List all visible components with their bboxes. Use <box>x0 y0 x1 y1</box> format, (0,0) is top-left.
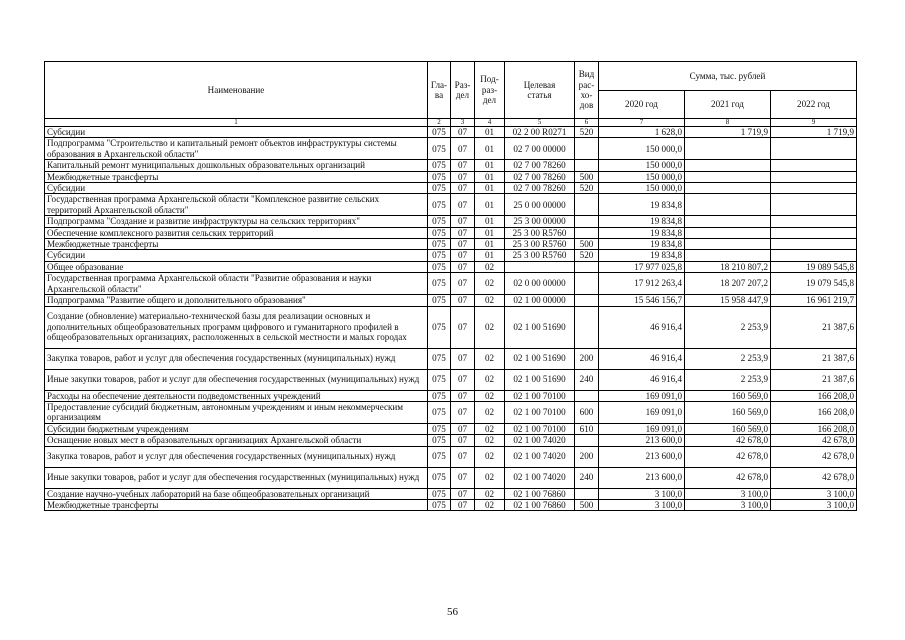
row-sum-2022: 21 387,6 <box>771 369 857 390</box>
header-celevaya-text: Целевая статья <box>523 79 556 100</box>
table-row <box>45 216 857 227</box>
row-vid-rashodov <box>575 273 599 295</box>
table-row <box>45 369 857 390</box>
row-vid-rashodov: 200 <box>575 446 599 467</box>
row-podrazdel: 01 <box>475 183 505 194</box>
row-sum-2020: 150 000,0 <box>599 171 685 182</box>
row-sum-2021 <box>685 216 771 227</box>
row-name: Капитальный ремонт муниципальных дошкольных образовательных организаций <box>45 160 428 171</box>
row-razdel: 07 <box>451 369 475 390</box>
row-name: Создание научно-учебных лабораторий на базе общеобразовательных организаций <box>45 488 428 499</box>
row-sum-2022 <box>771 194 857 216</box>
row-glava: 075 <box>428 216 451 227</box>
row-sum-2022: 3 100,0 <box>771 499 857 510</box>
row-podrazdel: 02 <box>475 488 505 499</box>
row-podrazdel: 01 <box>475 160 505 171</box>
table-row <box>45 194 857 216</box>
row-name: Обеспечение комплексного развития сельских территорий <box>45 227 428 238</box>
row-celevaya-statya: 02 1 00 76860 <box>505 499 575 510</box>
row-podrazdel: 01 <box>475 194 505 216</box>
header-year-2022: 2022 год <box>771 91 857 119</box>
row-podrazdel: 02 <box>475 390 505 401</box>
row-glava: 075 <box>428 435 451 446</box>
row-celevaya-statya: 02 1 00 00000 <box>505 295 575 306</box>
row-sum-2020: 169 091,0 <box>599 423 685 434</box>
header-vid <box>575 62 599 119</box>
row-sum-2021: 15 958 447,9 <box>685 295 771 306</box>
row-podrazdel: 01 <box>475 216 505 227</box>
row-vid-rashodov: 520 <box>575 250 599 261</box>
row-sum-2021 <box>685 250 771 261</box>
table-row <box>45 227 857 238</box>
row-sum-2020: 169 091,0 <box>599 390 685 401</box>
row-name: Государственная программа Архангельской области "Развитие образования и науки Архангельской области" <box>45 273 428 295</box>
row-sum-2020: 19 834,8 <box>599 250 685 261</box>
col-number: 5 <box>505 119 575 127</box>
header-podrazdel-text: Под- раз- дел <box>480 74 499 106</box>
row-sum-2021: 42 678,0 <box>685 446 771 467</box>
row-celevaya-statya: 25 3 00 R5760 <box>505 227 575 238</box>
row-sum-2022: 1 719,9 <box>771 127 857 138</box>
row-name: Субсидии <box>45 250 428 261</box>
row-sum-2022 <box>771 250 857 261</box>
row-podrazdel: 01 <box>475 138 505 160</box>
row-glava: 075 <box>428 250 451 261</box>
row-podrazdel: 02 <box>475 295 505 306</box>
row-name: Субсидии <box>45 127 428 138</box>
header-razdel-text: Раз- дел <box>454 79 471 100</box>
row-name: Закупка товаров, работ и услуг для обеспечения государственных (муниципальных) нужд <box>45 446 428 467</box>
row-celevaya-statya: 25 3 00 R5760 <box>505 250 575 261</box>
row-podrazdel: 02 <box>475 273 505 295</box>
table-row <box>45 239 857 250</box>
row-sum-2020: 15 546 156,7 <box>599 295 685 306</box>
row-celevaya-statya: 02 1 00 74020 <box>505 467 575 488</box>
row-sum-2020: 19 834,8 <box>599 216 685 227</box>
row-glava: 075 <box>428 160 451 171</box>
row-podrazdel: 01 <box>475 171 505 182</box>
row-sum-2022: 166 208,0 <box>771 423 857 434</box>
row-razdel: 07 <box>451 216 475 227</box>
row-sum-2021: 160 569,0 <box>685 390 771 401</box>
row-glava: 075 <box>428 467 451 488</box>
row-sum-2022 <box>771 239 857 250</box>
row-sum-2020: 150 000,0 <box>599 138 685 160</box>
row-razdel: 07 <box>451 171 475 182</box>
row-celevaya-statya: 02 1 00 51690 <box>505 348 575 369</box>
row-celevaya-statya: 02 1 00 76860 <box>505 488 575 499</box>
row-glava: 075 <box>428 261 451 272</box>
table-row <box>45 295 857 306</box>
row-name: Межбюджетные трансферты <box>45 499 428 510</box>
table-row <box>45 423 857 434</box>
row-sum-2020: 150 000,0 <box>599 183 685 194</box>
table-row <box>45 127 857 138</box>
row-sum-2020: 3 100,0 <box>599 488 685 499</box>
row-name: Межбюджетные трансферты <box>45 239 428 250</box>
header-vid-text: Вид рас- хо- дов <box>578 69 595 111</box>
row-sum-2022: 166 208,0 <box>771 401 857 423</box>
row-sum-2022: 42 678,0 <box>771 467 857 488</box>
row-sum-2021: 160 569,0 <box>685 423 771 434</box>
row-razdel: 07 <box>451 446 475 467</box>
row-razdel: 07 <box>451 348 475 369</box>
header-year-2020: 2020 год <box>599 91 685 119</box>
row-sum-2021 <box>685 194 771 216</box>
table-row <box>45 499 857 510</box>
row-name: Оснащение новых мест в образовательных организациях Архангельской области <box>45 435 428 446</box>
row-sum-2021 <box>685 160 771 171</box>
row-sum-2020: 1 628,0 <box>599 127 685 138</box>
row-sum-2021: 2 253,9 <box>685 306 771 348</box>
row-sum-2022: 42 678,0 <box>771 446 857 467</box>
row-sum-2020: 19 834,8 <box>599 239 685 250</box>
row-celevaya-statya: 25 3 00 R5760 <box>505 239 575 250</box>
table-row <box>45 273 857 295</box>
page-number: 56 <box>447 606 458 618</box>
row-sum-2021 <box>685 239 771 250</box>
row-sum-2021: 1 719,9 <box>685 127 771 138</box>
row-razdel: 07 <box>451 390 475 401</box>
table-row <box>45 250 857 261</box>
row-glava: 075 <box>428 488 451 499</box>
row-sum-2021 <box>685 138 771 160</box>
row-vid-rashodov: 610 <box>575 423 599 434</box>
row-glava: 075 <box>428 239 451 250</box>
row-celevaya-statya: 02 1 00 70100 <box>505 401 575 423</box>
row-vid-rashodov <box>575 295 599 306</box>
row-sum-2021 <box>685 227 771 238</box>
row-sum-2020: 46 916,4 <box>599 369 685 390</box>
row-celevaya-statya: 02 1 00 70100 <box>505 423 575 434</box>
row-vid-rashodov <box>575 306 599 348</box>
header-glava <box>428 62 451 119</box>
row-sum-2022: 19 079 545,8 <box>771 273 857 295</box>
table-row <box>45 401 857 423</box>
col-number: 2 <box>428 119 451 127</box>
table-row <box>45 446 857 467</box>
row-name: Расходы на обеспечение деятельности подведомственных учреждений <box>45 390 428 401</box>
row-glava: 075 <box>428 401 451 423</box>
row-podrazdel: 01 <box>475 239 505 250</box>
row-podrazdel: 02 <box>475 348 505 369</box>
row-sum-2020: 46 916,4 <box>599 306 685 348</box>
row-razdel: 07 <box>451 227 475 238</box>
row-razdel: 07 <box>451 194 475 216</box>
row-celevaya-statya: 02 1 00 74020 <box>505 446 575 467</box>
row-name: Субсидии <box>45 183 428 194</box>
col-number: 1 <box>45 119 428 127</box>
row-razdel: 07 <box>451 273 475 295</box>
row-vid-rashodov <box>575 261 599 272</box>
row-sum-2022 <box>771 171 857 182</box>
row-podrazdel: 01 <box>475 250 505 261</box>
row-celevaya-statya: 02 1 00 74020 <box>505 435 575 446</box>
row-razdel: 07 <box>451 499 475 510</box>
table-row <box>45 183 857 194</box>
row-sum-2020: 17 977 025,8 <box>599 261 685 272</box>
row-glava: 075 <box>428 446 451 467</box>
row-celevaya-statya: 02 1 00 51690 <box>505 369 575 390</box>
row-razdel: 07 <box>451 250 475 261</box>
row-vid-rashodov: 520 <box>575 127 599 138</box>
row-celevaya-statya: 02 7 00 78260 <box>505 160 575 171</box>
row-sum-2020: 169 091,0 <box>599 401 685 423</box>
row-vid-rashodov: 500 <box>575 239 599 250</box>
header-razdel <box>451 62 475 119</box>
row-glava: 075 <box>428 423 451 434</box>
row-podrazdel: 02 <box>475 261 505 272</box>
table-row <box>45 467 857 488</box>
row-glava: 075 <box>428 348 451 369</box>
row-vid-rashodov <box>575 216 599 227</box>
row-celevaya-statya: 25 3 00 00000 <box>505 216 575 227</box>
row-sum-2022: 21 387,6 <box>771 306 857 348</box>
row-sum-2021: 160 569,0 <box>685 401 771 423</box>
row-razdel: 07 <box>451 261 475 272</box>
table-row <box>45 435 857 446</box>
row-glava: 075 <box>428 183 451 194</box>
row-name: Подпрограмма "Развитие общего и дополнительного образования" <box>45 295 428 306</box>
row-sum-2021: 3 100,0 <box>685 488 771 499</box>
row-sum-2022: 3 100,0 <box>771 488 857 499</box>
row-vid-rashodov <box>575 488 599 499</box>
row-sum-2020: 19 834,8 <box>599 227 685 238</box>
row-podrazdel: 02 <box>475 499 505 510</box>
row-sum-2021 <box>685 171 771 182</box>
row-glava: 075 <box>428 273 451 295</box>
row-name: Подпрограмма "Создание и развитие инфраструктуры на сельских территориях" <box>45 216 428 227</box>
table-row <box>45 160 857 171</box>
row-sum-2021: 18 210 807,2 <box>685 261 771 272</box>
row-glava: 075 <box>428 390 451 401</box>
header-year-2021: 2021 год <box>685 91 771 119</box>
row-vid-rashodov <box>575 227 599 238</box>
row-razdel: 07 <box>451 435 475 446</box>
row-razdel: 07 <box>451 401 475 423</box>
row-name: Закупка товаров, работ и услуг для обеспечения государственных (муниципальных) нужд <box>45 348 428 369</box>
col-number: 6 <box>575 119 599 127</box>
row-razdel: 07 <box>451 183 475 194</box>
table-row <box>45 261 857 272</box>
table-row <box>45 348 857 369</box>
row-vid-rashodov <box>575 160 599 171</box>
row-razdel: 07 <box>451 306 475 348</box>
col-number: 3 <box>451 119 475 127</box>
table-body <box>45 127 857 511</box>
row-name: Иные закупки товаров, работ и услуг для обеспечения государственных (муниципальных) нужд <box>45 369 428 390</box>
row-sum-2021: 42 678,0 <box>685 435 771 446</box>
row-name: Общее образование <box>45 261 428 272</box>
row-podrazdel: 01 <box>475 127 505 138</box>
row-sum-2022 <box>771 160 857 171</box>
row-razdel: 07 <box>451 295 475 306</box>
row-sum-2022 <box>771 216 857 227</box>
header-glava-text: Гла- ва <box>430 79 448 100</box>
row-celevaya-statya: 02 0 00 00000 <box>505 273 575 295</box>
budget-table <box>44 61 857 511</box>
row-podrazdel: 02 <box>475 306 505 348</box>
table-row <box>45 488 857 499</box>
row-name: Подпрограмма "Строительство и капитальный ремонт объектов инфраструктуры системы образования в Архангельской области" <box>45 138 428 160</box>
row-celevaya-statya: 25 0 00 00000 <box>505 194 575 216</box>
row-razdel: 07 <box>451 239 475 250</box>
row-sum-2020: 213 600,0 <box>599 435 685 446</box>
row-vid-rashodov <box>575 194 599 216</box>
header-name: Наименование <box>45 62 428 119</box>
header-podrazdel <box>475 62 505 119</box>
row-podrazdel: 02 <box>475 401 505 423</box>
row-name: Государственная программа Архангельской области "Комплексное развитие сельских территорий Архангельской области" <box>45 194 428 216</box>
row-celevaya-statya: 02 2 00 R0271 <box>505 127 575 138</box>
row-glava: 075 <box>428 499 451 510</box>
row-celevaya-statya: 02 7 00 78260 <box>505 171 575 182</box>
row-vid-rashodov <box>575 390 599 401</box>
row-sum-2021: 18 207 207,2 <box>685 273 771 295</box>
row-razdel: 07 <box>451 127 475 138</box>
row-name: Создание (обновление) материально-технической базы для реализации основных и дополнительных общеобразовательных программ цифрового и гуманитарного профилей в общеобразовательных организациях, расположенных в сельской местности и малых городах <box>45 306 428 348</box>
row-sum-2022 <box>771 138 857 160</box>
row-glava: 075 <box>428 369 451 390</box>
table-row <box>45 390 857 401</box>
row-sum-2020: 213 600,0 <box>599 467 685 488</box>
row-vid-rashodov: 600 <box>575 401 599 423</box>
row-sum-2022 <box>771 183 857 194</box>
row-glava: 075 <box>428 194 451 216</box>
row-vid-rashodov: 240 <box>575 369 599 390</box>
row-vid-rashodov: 240 <box>575 467 599 488</box>
col-number: 7 <box>599 119 685 127</box>
row-sum-2020: 46 916,4 <box>599 348 685 369</box>
row-podrazdel: 02 <box>475 369 505 390</box>
row-podrazdel: 02 <box>475 435 505 446</box>
row-sum-2021: 2 253,9 <box>685 369 771 390</box>
row-sum-2020: 3 100,0 <box>599 499 685 510</box>
row-sum-2022: 166 208,0 <box>771 390 857 401</box>
row-glava: 075 <box>428 171 451 182</box>
row-glava: 075 <box>428 127 451 138</box>
row-podrazdel: 02 <box>475 423 505 434</box>
row-sum-2021: 2 253,9 <box>685 348 771 369</box>
row-vid-rashodov: 500 <box>575 171 599 182</box>
col-number: 8 <box>685 119 771 127</box>
row-glava: 075 <box>428 295 451 306</box>
header-celevaya <box>505 62 575 119</box>
row-sum-2020: 213 600,0 <box>599 446 685 467</box>
row-glava: 075 <box>428 306 451 348</box>
row-glava: 075 <box>428 227 451 238</box>
row-sum-2022: 42 678,0 <box>771 435 857 446</box>
row-sum-2020: 19 834,8 <box>599 194 685 216</box>
row-celevaya-statya: 02 1 00 51690 <box>505 306 575 348</box>
row-sum-2022: 16 961 219,7 <box>771 295 857 306</box>
col-number: 4 <box>475 119 505 127</box>
row-sum-2021 <box>685 183 771 194</box>
row-sum-2020: 17 912 263,4 <box>599 273 685 295</box>
row-razdel: 07 <box>451 423 475 434</box>
row-name: Субсидии бюджетным учреждениям <box>45 423 428 434</box>
row-vid-rashodov <box>575 435 599 446</box>
table-row <box>45 171 857 182</box>
row-sum-2021: 42 678,0 <box>685 467 771 488</box>
row-celevaya-statya <box>505 261 575 272</box>
row-vid-rashodov: 500 <box>575 499 599 510</box>
row-vid-rashodov: 200 <box>575 348 599 369</box>
row-sum-2021: 3 100,0 <box>685 499 771 510</box>
row-razdel: 07 <box>451 467 475 488</box>
table-row <box>45 306 857 348</box>
row-podrazdel: 02 <box>475 446 505 467</box>
row-sum-2020: 150 000,0 <box>599 160 685 171</box>
col-number: 9 <box>771 119 857 127</box>
row-vid-rashodov: 520 <box>575 183 599 194</box>
row-vid-rashodov <box>575 138 599 160</box>
row-celevaya-statya: 02 7 00 00000 <box>505 138 575 160</box>
row-razdel: 07 <box>451 138 475 160</box>
row-name: Иные закупки товаров, работ и услуг для обеспечения государственных (муниципальных) нужд <box>45 467 428 488</box>
row-podrazdel: 01 <box>475 227 505 238</box>
row-celevaya-statya: 02 7 00 78260 <box>505 183 575 194</box>
row-glava: 075 <box>428 138 451 160</box>
row-sum-2022: 21 387,6 <box>771 348 857 369</box>
row-sum-2022 <box>771 227 857 238</box>
row-razdel: 07 <box>451 488 475 499</box>
header-summa: Сумма, тыс. рублей <box>599 62 857 91</box>
table-row <box>45 138 857 160</box>
row-name: Предоставление субсидий бюджетным, автономным учреждениям и иным некоммерческим организациям <box>45 401 428 423</box>
row-razdel: 07 <box>451 160 475 171</box>
row-podrazdel: 02 <box>475 467 505 488</box>
row-celevaya-statya: 02 1 00 70100 <box>505 390 575 401</box>
row-name: Межбюджетные трансферты <box>45 171 428 182</box>
row-sum-2022: 19 089 545,8 <box>771 261 857 272</box>
